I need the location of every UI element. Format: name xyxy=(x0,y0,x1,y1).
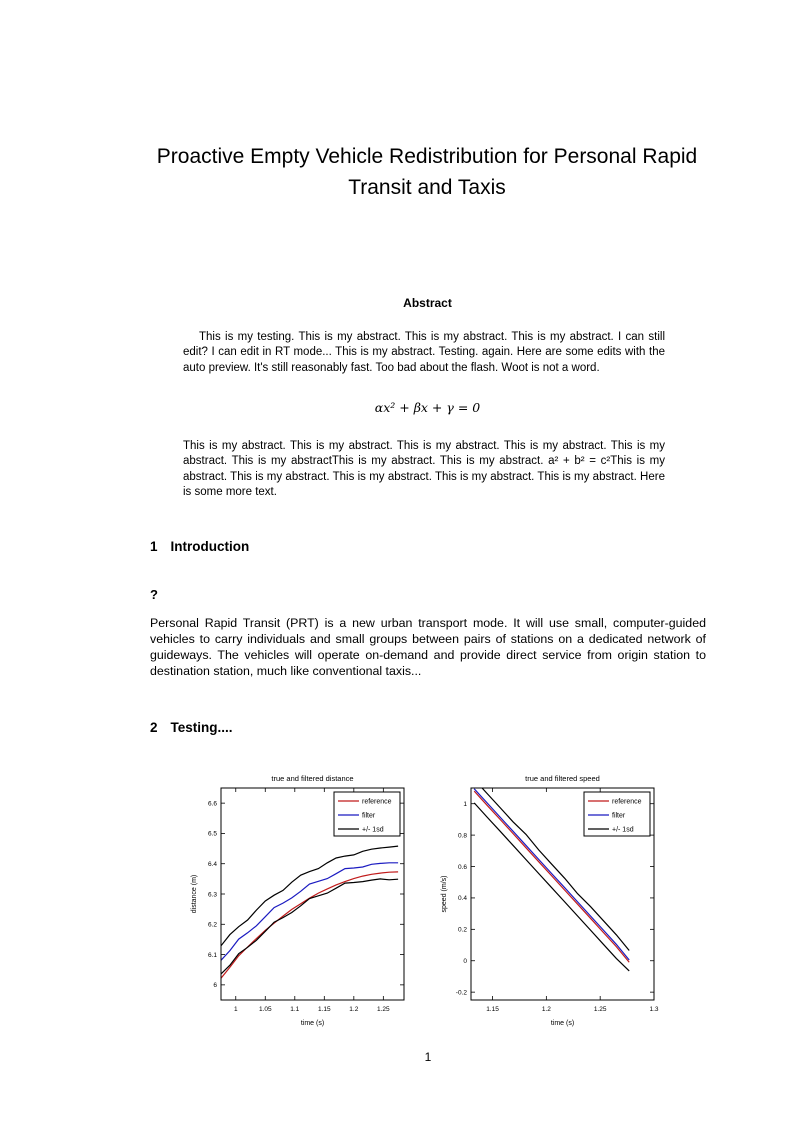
svg-text:true and filtered distance: true and filtered distance xyxy=(271,774,354,783)
svg-text:filter: filter xyxy=(362,812,376,820)
svg-text:0.8: 0.8 xyxy=(457,832,467,840)
svg-text:0.2: 0.2 xyxy=(457,926,467,934)
svg-text:6.6: 6.6 xyxy=(207,800,217,808)
section-number: 2 xyxy=(150,720,158,735)
svg-text:1.25: 1.25 xyxy=(593,1006,607,1013)
svg-text:0: 0 xyxy=(463,958,467,966)
svg-text:distance (m): distance (m) xyxy=(191,874,198,914)
introduction-paragraph: Personal Rapid Transit (PRT) is a new urban transport mode. It will use small, computer-guided vehicles to carry individuals and small groups between pairs of stations on a dedicated network of guideways. The vehicles will operate on-demand and provide direct service from origin station to destination station, much like conventional taxis... xyxy=(150,616,706,678)
svg-text:true and filtered speed: true and filtered speed xyxy=(525,774,600,783)
svg-text:filter: filter xyxy=(612,812,626,820)
svg-text:reference: reference xyxy=(612,798,642,806)
svg-text:+/- 1sd: +/- 1sd xyxy=(362,826,384,834)
svg-text:1.15: 1.15 xyxy=(486,1006,499,1013)
speed-chart xyxy=(438,772,683,1030)
svg-text:time (s): time (s) xyxy=(300,1020,325,1027)
svg-text:1.3: 1.3 xyxy=(649,1006,659,1013)
svg-text:1.2: 1.2 xyxy=(541,1006,551,1013)
svg-text:1.05: 1.05 xyxy=(258,1006,272,1013)
distance-chart xyxy=(188,772,433,1030)
figure-row xyxy=(150,772,706,1034)
svg-text:6.4: 6.4 xyxy=(207,861,217,869)
svg-text:1: 1 xyxy=(233,1006,238,1013)
svg-text:6: 6 xyxy=(213,982,217,990)
section-title: Testing.... xyxy=(170,720,233,735)
section-title: Introduction xyxy=(170,539,250,554)
page-number: 1 xyxy=(424,1050,432,1064)
section-heading-testing xyxy=(150,720,233,735)
svg-text:+/- 1sd: +/- 1sd xyxy=(612,826,634,834)
svg-text:1.1: 1.1 xyxy=(290,1006,300,1013)
svg-text:1: 1 xyxy=(463,801,467,809)
display-equation: αx² + βx + γ = 0 xyxy=(374,400,481,415)
svg-text:reference: reference xyxy=(362,798,392,806)
svg-text:1.15: 1.15 xyxy=(317,1006,331,1013)
paper-title: Proactive Empty Vehicle Redistribution for Personal Rapid Transit and Taxis xyxy=(156,145,698,199)
svg-text:1.25: 1.25 xyxy=(377,1006,390,1013)
svg-text:1.2: 1.2 xyxy=(349,1006,359,1013)
abstract-paragraph-2: This is my abstract. This is my abstract. This is my abstract. This is my abstract. This is my abstract. This is my abstractThis is my abstract. This is my abstract. a² + b² = c²This is my abstract. This is my abstract. This is my abstract. This is my abstract. This is my abstract. Here is some more text. xyxy=(183,440,665,499)
svg-text:-0.2: -0.2 xyxy=(455,989,467,997)
svg-text:0.6: 0.6 xyxy=(457,863,467,871)
svg-text:6.3: 6.3 xyxy=(207,891,217,899)
svg-text:time (s): time (s) xyxy=(550,1020,575,1027)
abstract-heading: Abstract xyxy=(403,296,452,310)
svg-text:6.2: 6.2 xyxy=(207,921,217,929)
abstract-paragraph-1: This is my testing. This is my abstract. This is my abstract. This is my abstract. I can still edit? I can edit in RT mode... This is my abstract. Testing. again. Here are some edits with the auto preview. It's still reasonably fast. Too bad about the flash. Woot is not a word. xyxy=(183,331,665,374)
svg-text:speed (m/s): speed (m/s) xyxy=(441,875,448,913)
question-mark-paragraph: ? xyxy=(150,587,158,602)
svg-text:0.4: 0.4 xyxy=(457,895,467,903)
section-heading-introduction xyxy=(150,539,249,554)
svg-text:6.1: 6.1 xyxy=(207,951,217,959)
svg-text:6.5: 6.5 xyxy=(207,830,217,838)
section-number: 1 xyxy=(150,539,158,554)
